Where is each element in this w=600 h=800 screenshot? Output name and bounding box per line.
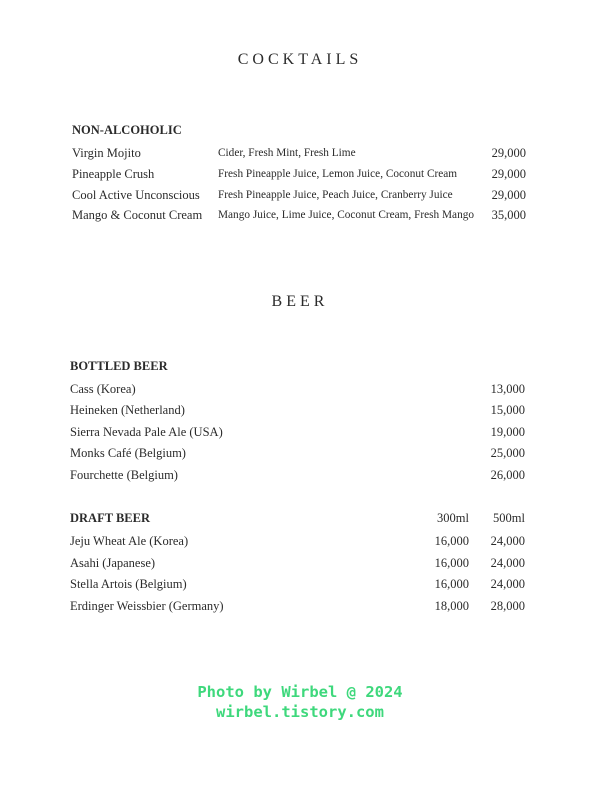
item-price-500ml: 28,000: [490, 599, 525, 613]
item-description: Fresh Pineapple Juice, Lemon Juice, Coconut Cream: [218, 168, 458, 180]
draft-beer-subheading: DRAFT BEER: [70, 511, 150, 525]
menu-item: [0, 534, 600, 554]
item-price: 29,000: [491, 146, 526, 160]
item-price-500ml: 24,000: [490, 534, 525, 548]
item-name: Pineapple Crush: [72, 167, 155, 181]
item-name: Fourchette (Belgium): [70, 468, 178, 482]
blog-url-line: wirbel.tistory.com: [216, 703, 384, 721]
photo-credit-line: Photo by Wirbel @ 2024: [197, 683, 403, 701]
item-name: Asahi (Japanese): [70, 556, 156, 570]
photo-credit-watermark: [0, 682, 600, 722]
menu-item: [0, 403, 600, 423]
item-price: 13,000: [490, 382, 525, 396]
item-price-300ml: 16,000: [434, 556, 469, 570]
item-name: Monks Café (Belgium): [70, 446, 186, 460]
item-name: Heineken (Netherland): [70, 403, 185, 417]
item-name: Jeju Wheat Ale (Korea): [70, 534, 189, 548]
item-name: Mango & Coconut Cream: [72, 208, 203, 222]
cocktails-heading: COCKTAILS: [237, 51, 363, 68]
item-price: 19,000: [490, 425, 525, 439]
item-price-300ml: 18,000: [434, 599, 469, 613]
bottled-beer-subheading: BOTTLED BEER: [70, 359, 168, 373]
menu-item: [0, 382, 600, 402]
item-description: Cider, Fresh Mint, Fresh Lime: [218, 147, 356, 159]
menu-item: [0, 188, 600, 208]
menu-item: [0, 167, 600, 187]
menu-item: [0, 425, 600, 445]
size-300ml-label: 300ml: [437, 511, 469, 525]
menu-item: [0, 599, 600, 619]
item-price-500ml: 24,000: [490, 556, 525, 570]
menu-item: [0, 208, 600, 228]
draft-beer-header: [0, 511, 600, 531]
item-name: Virgin Mojito: [72, 146, 141, 160]
menu-item: [0, 556, 600, 576]
beer-heading: BEER: [271, 293, 329, 310]
menu-item: [0, 446, 600, 466]
item-price: 35,000: [491, 208, 526, 222]
non-alcoholic-subheading: NON-ALCOHOLIC: [72, 123, 182, 137]
item-price: 29,000: [491, 188, 526, 202]
item-name: Cool Active Unconscious: [72, 188, 200, 202]
menu-item: [0, 577, 600, 597]
menu-item: [0, 468, 600, 488]
item-description: Mango Juice, Lime Juice, Coconut Cream, Fresh Mango: [218, 209, 475, 221]
item-name: Stella Artois (Belgium): [70, 577, 187, 591]
item-name: Cass (Korea): [70, 382, 136, 396]
item-price: 29,000: [491, 167, 526, 181]
item-name: Erdinger Weissbier (Germany): [70, 599, 224, 613]
item-price-500ml: 24,000: [490, 577, 525, 591]
item-price: 25,000: [490, 446, 525, 460]
item-price: 26,000: [490, 468, 525, 482]
item-price-300ml: 16,000: [434, 577, 469, 591]
item-name: Sierra Nevada Pale Ale (USA): [70, 425, 223, 439]
size-500ml-label: 500ml: [493, 511, 525, 525]
item-price: 15,000: [490, 403, 525, 417]
item-description: Fresh Pineapple Juice, Peach Juice, Cranberry Juice: [218, 189, 453, 201]
menu-item: [0, 146, 600, 166]
item-price-300ml: 16,000: [434, 534, 469, 548]
